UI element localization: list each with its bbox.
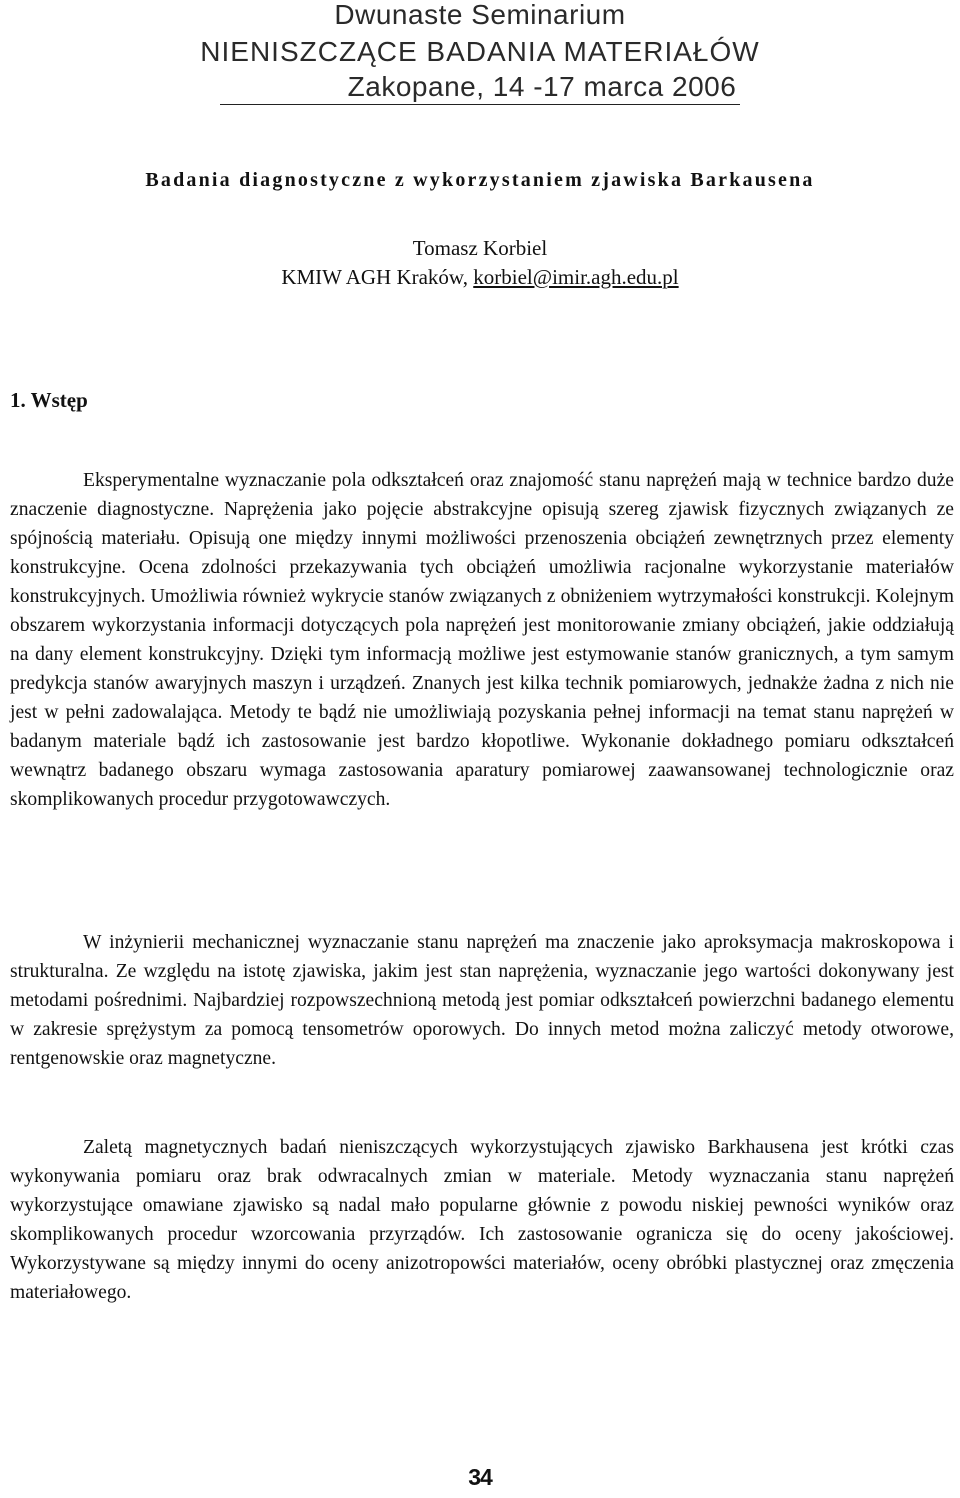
seminar-subtitle: NIENISZCZĄCE BADANIA MATERIAŁÓW — [200, 36, 760, 67]
author-affiliation-line — [0, 263, 960, 292]
paper-heading — [0, 169, 960, 413]
paragraph-1: Eksperymentalne wyznaczanie pola odkształceń oraz znajomość stanu naprężeń mają w technice bardzo duże znaczenie diagnostyczne. Naprężenia jako pojęcie abstrakcyjne opisują szereg zjawisk fizycznych związanych ze spójnością materiału. Opisują one między innymi możliwości przenoszenia obciążeń zewnętrznych przez elementy konstrukcyjne. Ocena zdolności przekazywania tych obciążeń umożliwia racjonalne wykorzystanie materiałów konstrukcyjnych. Umożliwia również wykrycie stanów związanych z obniżeniem wytrzymałości konstrukcji. Kolejnym obszarem wykorzystania informacji dotyczących pola naprężeń jest monitorowanie zmiany obciążeń, jakie oddziałują na dany element konstrukcyjny. Dzięki tym informacją możliwe jest estymowanie stanów granicznych, a tym samym predykcja stanów awaryjnych maszyn i urządzeń. Znanych jest kilka technik pomiarowych, jednakże żadna z nich nie jest w pełni zadowalająca. Metody te bądź nie umożliwiają pozyskania pełnej informacji na temat stanu naprężeń w badanym materiale bądź ich zastosowanie jest bardzo kłopotliwe. Wykonanie dokładnego pomiaru odkształceń wewnątrz badanego obszaru wymaga zastosowania aparatury pomiarowej zaawansowanej technologicznie oraz skomplikowanych procedur przygotowawczych. — [10, 470, 954, 810]
section-heading: 1. Wstęp — [10, 388, 88, 412]
paragraph-2: W inżynierii mechanicznej wyznaczanie stanu naprężeń ma znaczenie jako aproksymacja makroskopowa i strukturalna. Ze względu na istotę zjawiska, jakim jest stan naprężenia, wyznaczanie jego wartości dokonywany jest metodami pośrednimi. Najbardziej rozpowszechnioną metodą jest pomiar odkształceń powierzchni badanego elementu w zakresie sprężystym za pomocą tensometrów oporowych. Do innych metod można zaliczyć metody otworowe, rentgenowskie oraz magnetyczne. — [10, 932, 954, 1069]
page-number: 34 — [468, 1464, 492, 1490]
seminar-name: Dwunaste Seminarium — [334, 0, 626, 30]
paper-title: Badania diagnostyczne z wykorzystaniem zjawiska Barkausena — [145, 169, 815, 191]
author-email-link[interactable]: korbiel@imir.agh.edu.pl — [473, 265, 679, 289]
seminar-header — [0, 0, 960, 105]
author-block — [0, 234, 960, 292]
author-affiliation: KMIW AGH Kraków, — [281, 265, 468, 289]
author-name: Tomasz Korbiel — [412, 236, 548, 260]
paragraph-3: Zaletą magnetycznych badań nieniszczących wykorzystujących zjawisko Barkhausena jest krótki czas wykonywania pomiaru oraz brak odwracalnych zmian w materiale. Metody wyznaczania stanu naprężeń wykorzystujące omawiane zjawisko są nadal mało popularne głównie z powodu niskiej pewności wyników oraz skomplikowanych procedur wzorcowania przyrządów. Ich zastosowanie ogranicza się do oceny jakościowej. Wykorzystywane są między innymi do oceny anizotropowści materiałów, oceny obróbki plastycznej oraz zmęczenia materiałowego. — [10, 1137, 954, 1303]
seminar-place-date: Zakopane, 14 -17 marca 2006 — [220, 70, 741, 105]
